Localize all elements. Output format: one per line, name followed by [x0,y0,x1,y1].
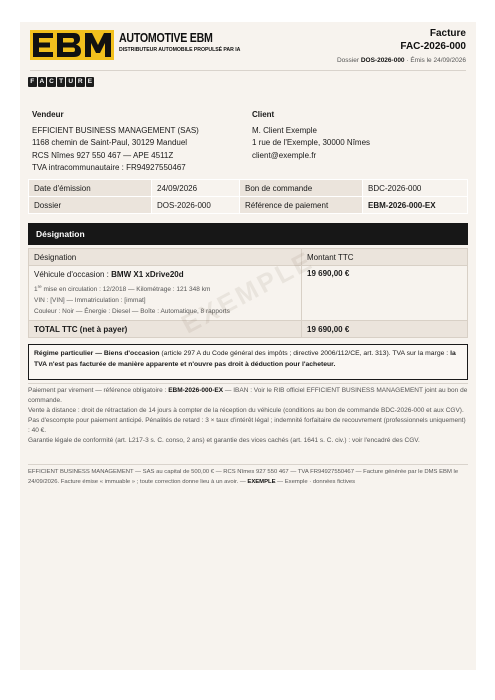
regime-text1: (article 297 A du Code général des impôts ; directive 2006/112/CE, art. 313). TVA sur la marge : [159,350,451,357]
note-escompte: Pas d'escompte pour paiement anticipé. Pénalités de retard : 3 × taux d'intérêt légal ; indemnité forfaitaire de recouvrement (professionnels uniquement) : 40 €. [28,417,466,434]
facture-pill [28,77,94,87]
total-row [29,321,468,338]
regime-box [28,344,468,380]
meta-emis: · Émis le 24/09/2026 [406,57,466,64]
vendor-block [32,109,199,175]
item-vin: VIN : [VIN] — Immatriculation : [immat] [34,297,146,305]
pill-letter: R [77,78,83,85]
item-price: 19 690,00 € [302,266,468,321]
col-amount: Montant TTC [302,249,468,266]
items-table [28,248,468,338]
pill-letter: E [86,77,95,87]
watermark: EXEMPLE [176,244,319,340]
sub1-post: mise en circulation : 12/2018 — Kilométrage : 121 348 km [41,286,211,294]
note-distance: Vente à distance : droit de rétractation de 14 jours à compter de la réception du véhicule (conditions au bon de commande BDC-2026-000 et aux CGV). [28,407,464,414]
vendor-line: RCS Nîmes 927 550 467 — APE 4511Z [32,150,174,160]
pill-letter: C [49,78,54,85]
bdc-label: Bon de commande [240,180,363,197]
col-designation: Désignation [29,249,302,266]
meta-dossier-value: DOS-2026-000 [360,57,405,64]
client-email: client@exemple.fr [252,150,317,160]
dossier-value: DOS-2026-000 [152,197,240,214]
sub1-sup: re [37,284,42,289]
pill-letter: F [28,77,37,87]
item-specs: Couleur : Noir — Énergie : Diesel — Boîte : Automatique, 8 rapports [34,308,230,316]
total-value: 19 690,00 € [302,321,468,338]
item-prefix: Véhicule d'occasion : [34,270,112,279]
regime-bold1: Régime particulier — Biens d'occasion [34,350,160,357]
item-model: BMW X1 xDrive20d [111,270,184,279]
ebm-logo [30,30,114,60]
info-grid [28,179,468,214]
designation-bar: Désignation [28,223,468,245]
client-block [252,109,370,162]
brand-block [119,31,240,53]
info-row [29,180,468,197]
item-registration [34,281,296,295]
vendor-line: TVA intracommunautaire : FR94927550467 [32,163,186,172]
invoice-page [20,22,476,670]
brand-name: AUTOMOTIVE EBM [119,31,213,45]
date-value: 24/09/2026 [152,180,240,197]
meta-dossier-label: Dossier [336,57,360,64]
table-row [29,266,468,321]
pay-ref: EBM-2026-000-EX [168,387,224,394]
pill-letter: A [39,78,45,85]
payment-notes [28,386,468,446]
client-line: M. Client Exemple [252,125,317,135]
doc-type: Facture [429,28,466,39]
client-line: 1 rue de l'Exemple, 30000 Nîmes [252,138,371,147]
regime-bold2: la TVA n'est pas facturée de manière apparente et n'ouvre pas droit à déduction pour l'acheteur. [34,350,456,368]
pill-letter: U [68,78,74,85]
notes-divider [28,383,468,384]
pill-letter: T [57,77,66,87]
pay-pre: Paiement par virement — référence obligatoire : [28,387,169,394]
header-meta [337,57,466,64]
bdc-value: BDC-2026-000 [363,180,468,197]
vendor-line: 1168 chemin de Saint-Paul, 30129 Manduel [32,138,188,147]
note-garantie: Garantie légale de conformité (art. L217-3 s. C. conso, 2 ans) et garantie des vices cachés (art. 1641 s. C. civ.) : voir l'encadré des CGV. [28,437,420,444]
item-title [34,269,296,281]
header-divider [30,70,466,71]
ref-value: EBM-2026-000-EX [363,197,468,214]
sub1-pre: 1 [34,286,38,294]
info-row [29,197,468,214]
items-header-row [29,249,468,266]
dossier-label: Dossier [29,197,152,214]
legal-divider [28,464,468,465]
legal-post: — Exemple · données fictives [275,478,356,485]
invoice-title-block [400,28,466,53]
ref-label: Référence de paiement [240,197,363,214]
client-title: Client [252,110,275,119]
pay-post: — IBAN : Voir le RIB officiel EFFICIENT BUSINESS MANAGEMENT joint au bon de commande. [28,387,468,404]
legal-pre: EFFICIENT BUSINESS MANAGEMENT — SAS au capital de 500,00 € — RCS Nîmes 927 550 467 — TVA FR94927550467 — Facture générée par le DMS EBM le 24/09/2026. Facture émise « immuable » ; toute correction donne lieu à un avoir. — [28,469,459,485]
vendor-line: EFFICIENT BUSINESS MANAGEMENT (SAS) [32,125,199,135]
total-label: TOTAL TTC (net à payer) [29,321,302,338]
item-description [29,266,302,321]
vendor-title: Vendeur [32,110,64,119]
invoice-number: FAC-2026-000 [400,41,466,52]
date-label: Date d'émission [29,180,152,197]
note-payment [28,386,468,406]
legal-footer [28,468,468,487]
brand-tagline: DISTRIBUTEUR AUTOMOBILE PROPULSÉ PAR IA [119,47,241,53]
legal-bold: EXEMPLE [247,478,276,485]
